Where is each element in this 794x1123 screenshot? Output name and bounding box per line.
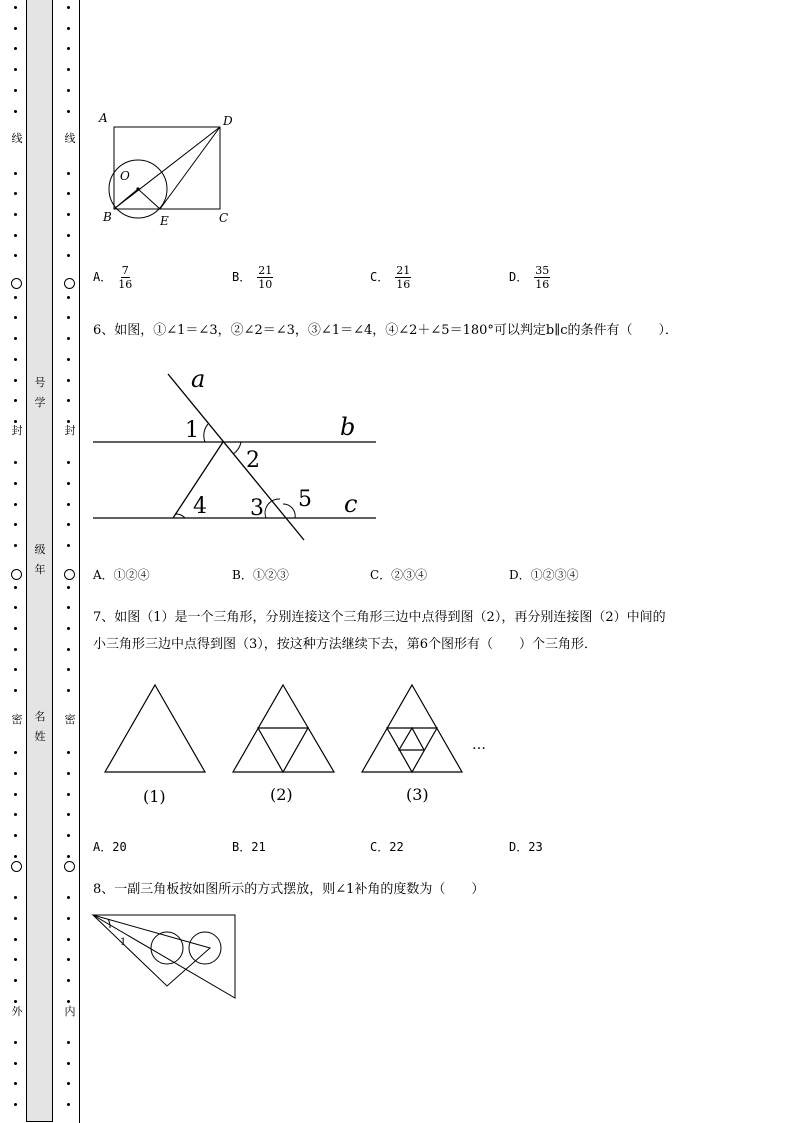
margin-dot [67,213,70,216]
field-ji: 级 [34,543,46,556]
q8-set-square-figure [90,910,240,1005]
margin-dot [14,606,17,609]
margin-dot [14,254,17,257]
margin-dot [67,358,70,361]
margin-dot [67,296,70,299]
label-C: C [219,211,229,225]
margin-dot [67,1082,70,1085]
margin-dot [67,27,70,30]
binding-strip [26,0,53,1122]
margin-dot [67,606,70,609]
margin-dot [14,627,17,630]
line-label-c: c [344,490,358,518]
q5-option-b[interactable]: B． $\frac{21}{10}$ [232,264,273,291]
margin-dot [14,689,17,692]
margin-dot [67,399,70,402]
angle-label-3: 3 [250,496,264,521]
margin-dot [67,938,70,941]
q6-option-d[interactable]: D．①②③④ [509,568,579,582]
line-label-a: a [191,365,206,393]
left-dot-column [11,0,21,1123]
margin-dot [67,234,70,237]
margin-dot [14,110,17,113]
margin-circle-mark [11,278,22,289]
margin-dot [67,958,70,961]
margin-dot [67,337,70,340]
q7-triangle-sequence-figure [98,680,498,810]
margin-dot [67,1041,70,1044]
margin-dot [67,110,70,113]
margin-dot [14,813,17,816]
margin-dot [14,420,17,423]
margin-dot [67,461,70,464]
q5-option-a[interactable]: A． $\frac{7}{16}$ [93,264,133,291]
angle-label-5: 5 [298,487,312,512]
q6-question-text: 6、如图，①∠1＝∠3，②∠2＝∠3，③∠1＝∠4，④∠2＋∠5＝180°可以判定b∥c的条件有（ ）． [93,323,679,338]
margin-dot [67,1000,70,1003]
margin-dot [67,379,70,382]
margin-dot [14,855,17,858]
margin-dot [67,979,70,982]
margin-divider-line [79,0,80,1123]
margin-circle-mark [64,278,75,289]
margin-dot [14,1041,17,1044]
margin-dot [14,316,17,319]
margin-dot [67,813,70,816]
margin-mark-mi-left: 密 [11,713,23,726]
right-dot-column [64,0,74,1123]
angle-label-4: 4 [193,494,207,519]
caption-3: (3) [406,785,429,804]
margin-dot [67,544,70,547]
margin-dot [67,689,70,692]
margin-mark-feng-left: 封 [11,424,23,437]
margin-dot [14,47,17,50]
q6-option-b[interactable]: B．①②③ [232,568,289,582]
margin-dot [67,751,70,754]
field-hao: 号 [34,376,46,389]
q5-option-d[interactable]: D． $\frac{35}{16}$ [509,264,550,291]
q6-parallel-lines-figure [90,362,380,547]
line-label-b: b [340,413,356,441]
margin-dot [14,793,17,796]
margin-dot [67,89,70,92]
label-O: O [120,169,130,183]
margin-mark-xian-left: 线 [11,132,23,145]
q7-option-d[interactable]: D．23 [509,840,543,854]
margin-mark-mi-right: 密 [64,713,76,726]
margin-dot [14,1103,17,1106]
margin-dot [14,482,17,485]
margin-dot [67,523,70,526]
caption-2: (2) [270,785,293,804]
q6-option-c[interactable]: C．②③④ [370,568,428,582]
q8-question-text: 8、一副三角板按如图所示的方式摆放，则∠1补角的度数为（ ） [93,882,485,897]
margin-dot [14,979,17,982]
margin-circle-mark [11,861,22,872]
margin-dot [14,379,17,382]
label-A: A [99,111,108,125]
angle-label-1: 1 [185,418,199,443]
q5-rectangle-circle-figure [96,108,246,233]
margin-dot [67,47,70,50]
margin-dot [14,358,17,361]
label-D: D [223,114,233,128]
margin-dot [67,1103,70,1106]
margin-dot [67,834,70,837]
margin-dot [14,399,17,402]
margin-dot [14,337,17,340]
margin-dot [14,172,17,175]
margin-dot [14,1082,17,1085]
margin-dot [14,461,17,464]
q7-question-line2: 小三角形三边中点得到图（3），按这种方法继续下去，第6个图形有（ ）个三角形． [93,637,598,652]
margin-dot [14,896,17,899]
q6-option-a[interactable]: A．①②④ [93,568,150,582]
margin-mark-nei-right: 内 [64,1005,76,1018]
margin-circle-mark [11,569,22,580]
margin-mark-feng-right: 封 [64,424,76,437]
margin-dot [14,89,17,92]
angle-label-1: 1 [120,937,127,948]
margin-dot [67,420,70,423]
margin-dot [67,68,70,71]
margin-dot [14,648,17,651]
field-ming: 名 [34,710,46,723]
margin-mark-wai-left: 外 [11,1005,23,1018]
margin-mark-xian-right: 线 [64,132,76,145]
margin-dot [67,586,70,589]
margin-dot [14,523,17,526]
margin-circle-mark [64,569,75,580]
caption-1: (1) [143,787,166,806]
margin-dot [14,27,17,30]
margin-dot [67,648,70,651]
q7-option-a[interactable]: A．20 [93,840,127,854]
margin-dot [67,172,70,175]
ellipsis: … [472,737,486,753]
margin-dot [14,834,17,837]
margin-dot [67,316,70,319]
margin-dot [67,503,70,506]
margin-dot [67,668,70,671]
margin-dot [67,917,70,920]
margin-dot [67,627,70,630]
label-B: B [103,210,112,224]
field-nian: 年 [34,563,46,576]
margin-dot [14,234,17,237]
margin-dot [67,254,70,257]
margin-dot [67,772,70,775]
angle-label-2: 2 [246,448,260,473]
margin-dot [67,855,70,858]
margin-dot [67,482,70,485]
q5-option-c[interactable]: C． $\frac{21}{16}$ [370,264,411,291]
field-xing: 姓 [34,730,46,743]
field-xue: 学 [34,396,46,409]
margin-dot [67,1062,70,1065]
margin-dot [14,938,17,941]
margin-dot [67,6,70,9]
margin-circle-mark [64,861,75,872]
margin-dot [14,213,17,216]
margin-dot [14,1000,17,1003]
margin-dot [14,751,17,754]
margin-dot [14,296,17,299]
q7-option-c[interactable]: C．22 [370,840,404,854]
margin-dot [67,192,70,195]
margin-dot [14,1062,17,1065]
margin-dot [14,668,17,671]
margin-dot [14,772,17,775]
margin-dot [67,793,70,796]
margin-dot [14,6,17,9]
margin-dot [14,503,17,506]
margin-dot [14,68,17,71]
q7-option-b[interactable]: B．21 [232,840,266,854]
label-E: E [160,214,169,228]
margin-dot [14,958,17,961]
margin-dot [14,192,17,195]
margin-dot [14,544,17,547]
margin-dot [14,586,17,589]
q7-question-line1: 7、如图（1）是一个三角形，分别连接这个三角形三边中点得到图（2），再分别连接图（2）中间的 [93,610,666,625]
margin-dot [67,896,70,899]
margin-dot [14,917,17,920]
